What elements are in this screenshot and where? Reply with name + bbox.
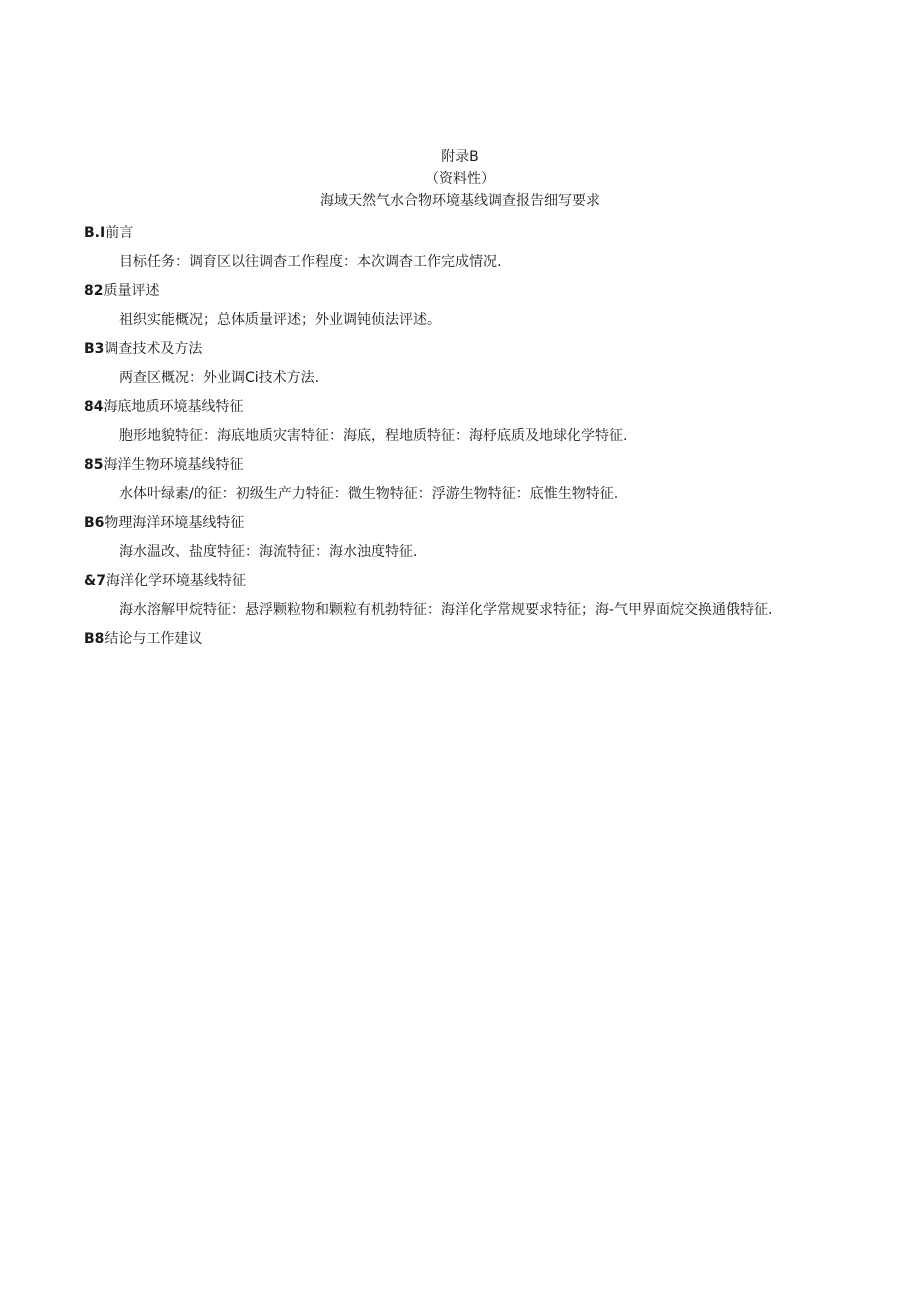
section-heading: [84, 335, 884, 364]
section-title: 物理海洋环境基线特征: [104, 515, 245, 531]
section-heading: [84, 451, 884, 480]
section-b3: [84, 335, 884, 393]
section-b8: [84, 625, 884, 654]
section-number: 85: [84, 457, 104, 473]
section-title: 调查技术及方法: [104, 341, 203, 357]
section-list: [84, 219, 884, 654]
section-title: 质量评述: [103, 283, 160, 299]
section-heading: [84, 393, 884, 422]
section-body: 目标任务：调育区以往调杳工作程度：本次调杳工作完成情况.: [119, 254, 502, 270]
appendix-header: [0, 146, 920, 212]
section-body: 两查区概况：外业调Ci技术方法.: [119, 370, 320, 386]
section-number: &7: [84, 573, 106, 589]
section-b5: [84, 451, 884, 509]
section-heading: [84, 277, 884, 306]
section-b4: [84, 393, 884, 451]
section-number: 82: [84, 283, 104, 299]
appendix-nature: （资料性）: [425, 171, 495, 187]
section-title: 结论与工作建议: [104, 631, 203, 647]
section-b6: [84, 509, 884, 567]
section-heading: [84, 509, 884, 538]
section-b2: [84, 277, 884, 335]
section-body: 海水溶解甲烷特征：悬浮颗粒物和颗粒有机勃特征：海洋化学常规要求特征；海-气甲界面烷交换通俄特征.: [119, 602, 773, 618]
section-title: 海洋化学环境基线特征: [105, 573, 246, 589]
section-title: 海洋生物环境基线特征: [103, 457, 244, 473]
section-body: 胞形地貌特征：海底地质灾害特征：海底，程地质特征：海杼底质及地球化学特征.: [119, 428, 628, 444]
section-number: B8: [84, 631, 105, 647]
section-number: B.I: [84, 225, 106, 241]
section-body: 祖织实能概况；总体质量评述；外业调钝侦法评述。: [119, 312, 441, 328]
section-number: B6: [84, 515, 105, 531]
section-body: 水体叶绿素/的征：初级生产力特征：微生物特征：浮游生物特征：底惟生物特征.: [119, 486, 619, 502]
section-body: 海水温改、盐度特征：海流特征：海水浊度特征.: [119, 544, 418, 560]
section-b1: [84, 219, 884, 277]
appendix-title: 海域天然气水合物环境基线调查报告细写要求: [320, 193, 600, 209]
section-b7: [84, 567, 884, 625]
section-number: 84: [84, 399, 104, 415]
section-heading: [84, 567, 884, 596]
section-heading: [84, 219, 884, 248]
section-heading: [84, 625, 884, 654]
appendix-label: 附录B: [441, 149, 479, 165]
section-title: 前言: [105, 225, 134, 241]
section-number: B3: [84, 341, 105, 357]
section-title: 海底地质环境基线特征: [103, 399, 244, 415]
